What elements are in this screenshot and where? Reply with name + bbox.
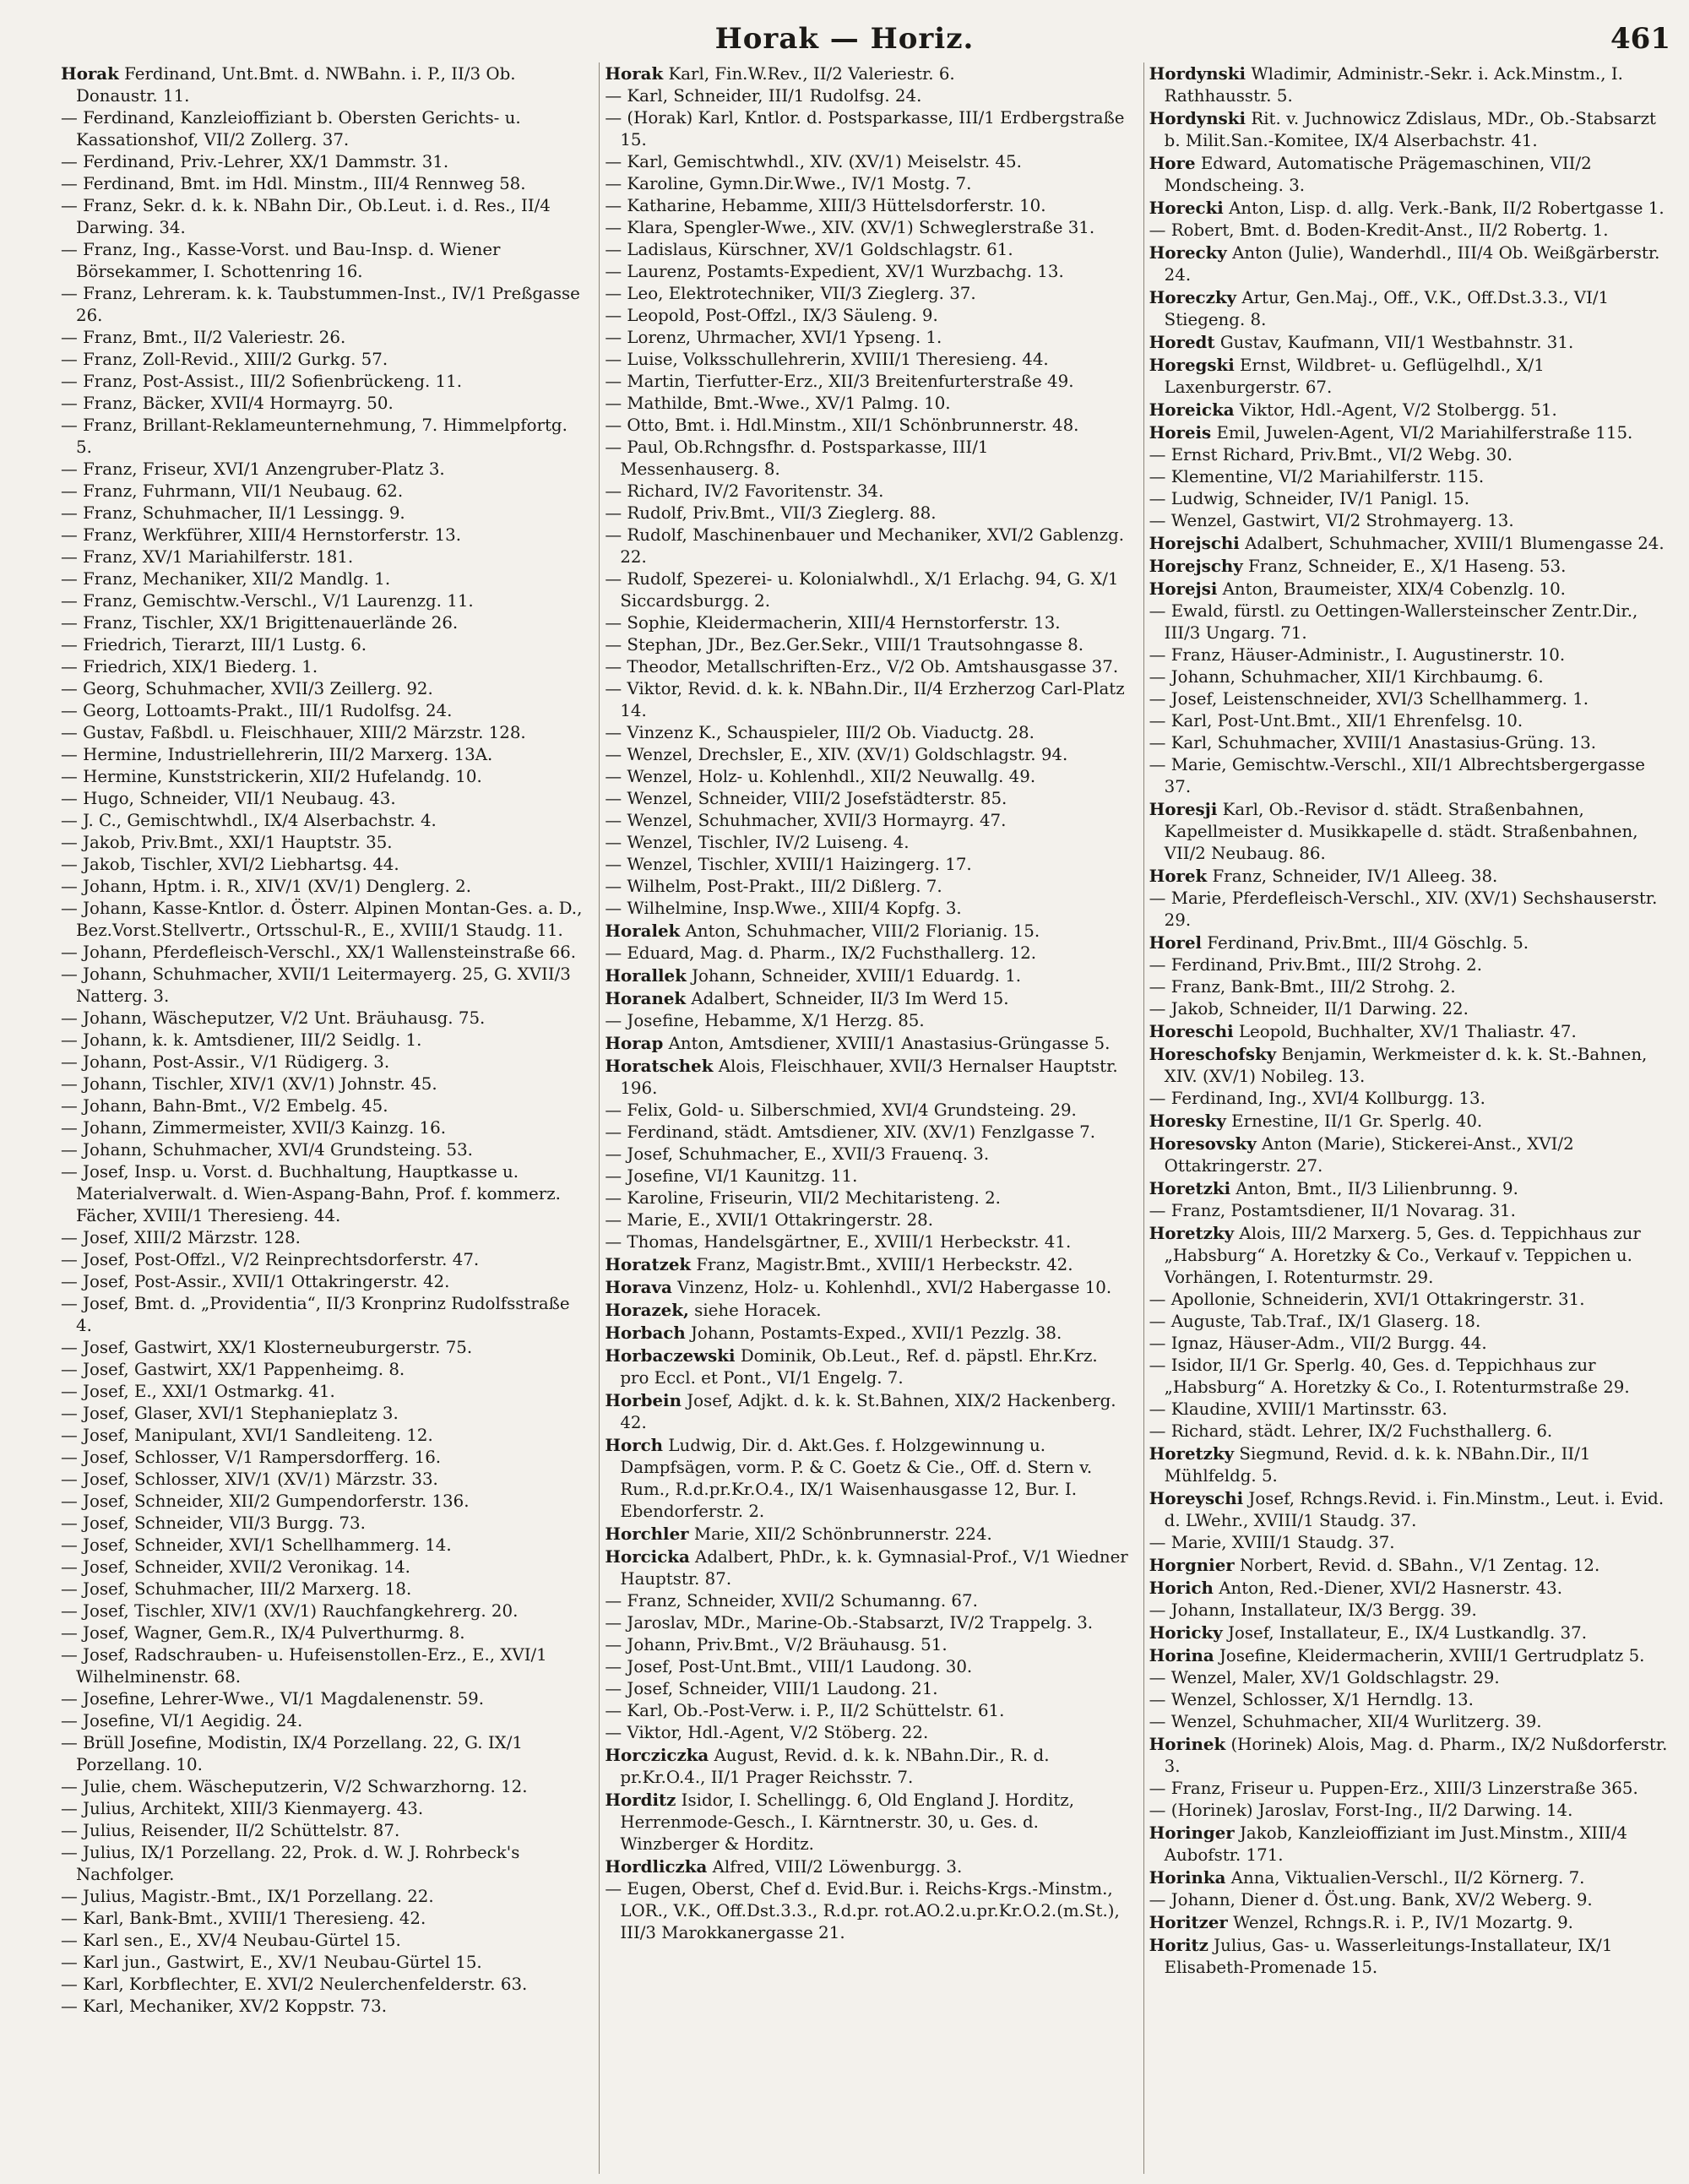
directory-entry: — Viktor, Hdl.-Agent, V/2 Stöberg. 22. (605, 1723, 929, 1742)
directory-entry: Horich Anton, Red.-Diener, XVI/2 Hasnerstr. 43. (1149, 1578, 1563, 1598)
directory-entry: — Franz, Bank-Bmt., III/2 Strohg. 2. (1149, 977, 1456, 997)
directory-entry: — Felix, Gold- u. Silberschmied, XVI/4 Grundsteing. 29. (605, 1100, 1077, 1120)
directory-entry: — Josef, Schneider, XVII/2 Veronikag. 14. (61, 1557, 410, 1577)
directory-entry: — Julie, chem. Wäscheputzerin, V/2 Schwarzhorng. 12. (61, 1777, 528, 1796)
directory-entry: Horesji Karl, Ob.-Revisor d. städt. Straßenbahnen, Kapellmeister d. Musikkapelle d. städt. Straßenbahnen, VII/2 Neubaug. 86. (1149, 799, 1638, 863)
directory-entry: — Johann, Post-Assir., V/1 Rüdigerg. 3. (61, 1052, 390, 1072)
directory-entry: — Laurenz, Postamts-Expedient, XV/1 Wurzbachg. 13. (605, 262, 1064, 281)
directory-entry: Horalek Anton, Schuhmacher, VIII/2 Florianig. 15. (605, 921, 1040, 941)
directory-entry: Horak Karl, Fin.W.Rev., II/2 Valeriestr. 6. (605, 63, 955, 84)
directory-entry: — Otto, Bmt. i. Hdl.Minstm., XII/1 Schönbrunnerstr. 48. (605, 416, 1079, 435)
directory-entry: — Johann, Tischler, XIV/1 (XV/1) Johnstr. 45. (61, 1074, 437, 1094)
directory-entry: Horeschi Leopold, Buchhalter, XV/1 Thaliastr. 47. (1149, 1021, 1577, 1041)
directory-entry: Horinek (Horinek) Alois, Mag. d. Pharm., IX/2 Nußdorferstr. 3. (1149, 1734, 1668, 1776)
directory-entry: Horejschi Adalbert, Schuhmacher, XVIII/1 Blumengasse 24. (1149, 533, 1665, 553)
directory-entry: — Friedrich, Tierarzt, III/1 Lustg. 6. (61, 635, 367, 655)
directory-entry: — Katharine, Hebamme, XIII/3 Hüttelsdorferstr. 10. (605, 196, 1046, 215)
column-middle (599, 62, 1131, 2174)
directory-entry: — Karoline, Gymn.Dir.Wwe., IV/1 Mostg. 7. (605, 174, 972, 193)
directory-entry: Horecki Anton, Lisp. d. allg. Verk.-Bank, II/2 Robertgasse 1. (1149, 198, 1665, 218)
directory-entry: Horinger Jakob, Kanzleioffiziant im Just.Minstm., XIII/4 Aubofstr. 171. (1149, 1823, 1627, 1865)
directory-entry: Horel Ferdinand, Priv.Bmt., III/4 Göschlg. 5. (1149, 932, 1529, 953)
directory-entry: — Jakob, Schneider, II/1 Darwing. 22. (1149, 999, 1469, 1019)
directory-entry: — Auguste, Tab.Traf., IX/1 Glaserg. 18. (1149, 1312, 1481, 1331)
directory-entry: — Josef, Schneider, VII/3 Burgg. 73. (61, 1513, 366, 1533)
page-number: 461 (1610, 22, 1670, 56)
directory-entry: — Karl sen., E., XV/4 Neubau-Gürtel 15. (61, 1931, 401, 1950)
directory-entry: — Ferdinand, Bmt. im Hdl. Minstm., III/4 Rennweg 58. (61, 174, 526, 193)
directory-entry: Horek Franz, Schneider, IV/1 Alleeg. 38. (1149, 866, 1498, 886)
directory-entry: — Brüll Josefine, Modistin, IX/4 Porzellang. 22, G. IX/1 Porzellang. 10. (61, 1733, 523, 1774)
directory-entry: Hordliczka Alfred, VIII/2 Löwenburgg. 3. (605, 1856, 963, 1877)
directory-entry: — Josef, Bmt. d. „Providentia“, II/3 Kronprinz Rudolfsstraße 4. (61, 1294, 570, 1335)
directory-entry: — Franz, Tischler, XX/1 Brigittenauerlände 26. (61, 613, 459, 633)
directory-entry: — Karl jun., Gastwirt, E., XV/1 Neubau-Gürtel 15. (61, 1953, 482, 1972)
page-header (0, 15, 1689, 59)
directory-entry: — Theodor, Metallschriften-Erz., V/2 Ob. Amtshausgasse 37. (605, 657, 1119, 676)
directory-entry: — Georg, Schuhmacher, XVII/3 Zeillerg. 92. (61, 679, 433, 698)
directory-entry: — Josef, Schuhmacher, III/2 Marxerg. 18. (61, 1579, 412, 1599)
directory-entry: — Johann, Bahn-Bmt., V/2 Embelg. 45. (61, 1096, 388, 1116)
directory-entry: Horeicka Viktor, Hdl.-Agent, V/2 Stolbergg. 51. (1149, 399, 1557, 420)
directory-entry: Horcicka Adalbert, PhDr., k. k. Gymnasial-Prof., V/1 Wiedner Hauptstr. 87. (605, 1546, 1128, 1589)
directory-entry: — Karl, Ob.-Post-Verw. i. P., II/2 Schüttelstr. 61. (605, 1701, 1005, 1720)
directory-entry: — Johann, Priv.Bmt., V/2 Bräuhausg. 51. (605, 1635, 948, 1654)
directory-entry: — Johann, Kasse-Kntlor. d. Österr. Alpinen Montan-Ges. a. D., Bez.Vorst.Stellvertr., Ortsschul-R., E., XVIII/1 Staudg. 11. (61, 899, 583, 940)
directory-entry: — Marie, Gemischtw.-Verschl., XII/1 Albrechtsbergergasse 37. (1149, 755, 1645, 796)
directory-entry: Horditz Isidor, I. Schellingg. 6, Old England J. Horditz, Herrenmode-Gesch., I. Kärntnerstr. 30, u. Ges. d. Winzberger & Horditz. (605, 1790, 1074, 1854)
directory-entry: — Marie, Pferdefleisch-Verschl., XIV. (XV/1) Sechshauserstr. 29. (1149, 888, 1658, 930)
directory-entry: — Josef, Schlosser, V/1 Rampersdorfferg. 16. (61, 1448, 442, 1467)
directory-entry: — Ferdinand, Priv.-Lehrer, XX/1 Dammstr. 31. (61, 152, 449, 171)
directory-entry: — Johann, Wäscheputzer, V/2 Unt. Bräuhausg. 75. (61, 1008, 486, 1028)
directory-entry: — Marie, XVIII/1 Staudg. 37. (1149, 1533, 1395, 1552)
directory-entry: — Karl, Korbflechter, E. XVI/2 Neulerchenfelderstr. 63. (61, 1975, 528, 1994)
directory-entry: Hore Edward, Automatische Prägemaschinen, VII/2 Mondscheing. 3. (1149, 153, 1592, 195)
directory-entry: — Josef, Post-Offzl., V/2 Reinprechtsdorferstr. 47. (61, 1250, 480, 1269)
directory-entry: Horeis Emil, Juwelen-Agent, VI/2 Mariahilferstraße 115. (1149, 422, 1633, 443)
directory-entry: — Rudolf, Maschinenbauer und Mechaniker, XVI/2 Gablenzg. 22. (605, 525, 1125, 567)
directory-entry: — Franz, Friseur, XVI/1 Anzengruber-Platz 3. (61, 459, 445, 479)
directory-entry: — Johann, Installateur, IX/3 Bergg. 39. (1149, 1600, 1477, 1620)
directory-entry: — Ferdinand, Ing., XVI/4 Kollburgg. 13. (1149, 1089, 1485, 1108)
directory-entry: — Stephan, JDr., Bez.Ger.Sekr., VIII/1 Trautsohngasse 8. (605, 635, 1084, 655)
directory-entry: — Mathilde, Bmt.-Wwe., XV/1 Palmg. 10. (605, 394, 951, 413)
directory-entry: — Johann, Schuhmacher, XVII/1 Leitermayerg. 25, G. XVII/3 Natterg. 3. (61, 964, 571, 1006)
directory-entry: Horak Ferdinand, Unt.Bmt. d. NWBahn. i. P., II/3 Ob. Donaustr. 11. (61, 63, 516, 106)
directory-entry: — Karl, Post-Unt.Bmt., XII/1 Ehrenfelsg. 10. (1149, 711, 1523, 731)
directory-entry: — Josef, Schneider, XII/2 Gumpendorferstr. 136. (61, 1491, 470, 1511)
directory-entry: — J. C., Gemischtwhdl., IX/4 Alserbachstr. 4. (61, 811, 437, 830)
directory-entry: — Josef, Gastwirt, XX/1 Pappenheimg. 8. (61, 1360, 405, 1379)
directory-entry: — Karoline, Friseurin, VII/2 Mechitaristeng. 2. (605, 1188, 1001, 1208)
directory-entry: Horbaczewski Dominik, Ob.Leut., Ref. d. päpstl. Ehr.Krz. pro Eccl. et Pont., VI/1 Engelg. 7. (605, 1345, 1098, 1388)
directory-entry: — Wilhelm, Post-Prakt., III/2 Dißlerg. 7. (605, 877, 942, 896)
directory-entry: — Vinzenz K., Schauspieler, III/2 Ob. Viaductg. 28. (605, 723, 1035, 742)
directory-entry: Horazek, siehe Horacek. (605, 1300, 822, 1320)
directory-entry: Horesky Ernestine, II/1 Gr. Sperlg. 40. (1149, 1111, 1483, 1131)
directory-entry: — Franz, Bmt., II/2 Valeriestr. 26. (61, 328, 346, 347)
page-title: Horak — Horiz. (714, 22, 975, 56)
directory-columns (61, 62, 1675, 2174)
directory-entry: Horeczky Artur, Gen.Maj., Off., V.K., Off.Dst.3.3., VI/1 Stiegeng. 8. (1149, 287, 1610, 329)
directory-entry: Horeschofsky Benjamin, Werkmeister d. k. k. St.-Bahnen, XIV. (XV/1) Nobileg. 13. (1149, 1044, 1648, 1086)
directory-entry: — Jakob, Priv.Bmt., XXI/1 Hauptstr. 35. (61, 833, 393, 852)
directory-entry: — Klaudine, XVIII/1 Martinsstr. 63. (1149, 1399, 1447, 1419)
directory-entry: — Marie, E., XVII/1 Ottakringerstr. 28. (605, 1210, 934, 1230)
directory-entry: Horcziczka August, Revid. d. k. k. NBahn.Dir., R. d. pr.Kr.O.4., II/1 Prager Reichsstr. 7. (605, 1745, 1050, 1787)
directory-entry: — (Horinek) Jaroslav, Forst-Ing., II/2 Darwing. 14. (1149, 1801, 1573, 1820)
directory-entry: — Karl, Schuhmacher, XVIII/1 Anastasius-Grüng. 13. (1149, 733, 1596, 752)
directory-entry: — Wilhelmine, Insp.Wwe., XIII/4 Kopfg. 3. (605, 899, 962, 918)
directory-entry: — Josefine, VI/1 Aegidig. 24. (61, 1711, 303, 1730)
directory-entry: Horatschek Alois, Fleischhauer, XVII/3 Hernalser Hauptstr. 196. (605, 1056, 1118, 1098)
directory-entry: Horinka Anna, Viktualien-Verschl., II/2 Körnerg. 7. (1149, 1867, 1585, 1888)
directory-entry: — Josefine, Lehrer-Wwe., VI/1 Magdalenenstr. 59. (61, 1689, 485, 1709)
directory-entry: — Franz, Schuhmacher, II/1 Lessingg. 9. (61, 503, 405, 523)
directory-entry: Horina Josefine, Kleidermacherin, XVIII/1 Gertrudplatz 5. (1149, 1645, 1645, 1665)
directory-entry: — Luise, Volksschullehrerin, XVIII/1 Theresieng. 44. (605, 350, 1049, 369)
directory-entry: — Apollonie, Schneiderin, XVI/1 Ottakringerstr. 31. (1149, 1290, 1585, 1309)
directory-entry: — Julius, IX/1 Porzellang. 22, Prok. d. W. J. Rohrbeck's Nachfolger. (61, 1843, 520, 1884)
directory-entry: — Franz, Sekr. d. k. k. NBahn Dir., Ob.Leut. i. d. Res., II/4 Darwing. 34. (61, 196, 551, 237)
directory-entry: — Rudolf, Spezerei- u. Kolonialwhdl., X/1 Erlachg. 94, G. X/1 Siccardsburgg. 2. (605, 569, 1119, 611)
directory-entry: Horeyschi Josef, Rchngs.Revid. i. Fin.Minstm., Leut. i. Evid. d. LWehr., XVIII/1 Staudg. 37. (1149, 1488, 1665, 1530)
directory-entry: — Leo, Elektrotechniker, VII/3 Zieglerg. 37. (605, 284, 976, 303)
directory-entry: — Josef, Wagner, Gem.R., IX/4 Pulverthurmg. 8. (61, 1623, 465, 1643)
directory-entry: Horecky Anton (Julie), Wanderhdl., III/4 Ob. Weißgärberstr. 24. (1149, 242, 1660, 285)
directory-entry: Horbein Josef, Adjkt. d. k. k. St.Bahnen, XIX/2 Hackenberg. 42. (605, 1390, 1116, 1432)
directory-entry: — Josef, Schneider, XVI/1 Schellhammerg. 14. (61, 1535, 452, 1555)
directory-entry: — Franz, Gemischtw.-Verschl., V/1 Laurenzg. 11. (61, 591, 474, 611)
directory-entry: — Robert, Bmt. d. Boden-Kredit-Anst., II/2 Robertg. 1. (1149, 220, 1609, 240)
directory-entry: — Josef, Manipulant, XVI/1 Sandleiteng. 12. (61, 1426, 433, 1445)
directory-entry: — Karl, Schneider, III/1 Rudolfsg. 24. (605, 86, 922, 106)
directory-entry: — Thomas, Handelsgärtner, E., XVIII/1 Herbeckstr. 41. (605, 1232, 1072, 1252)
directory-entry: — Franz, Postamtsdiener, II/1 Novarag. 31. (1149, 1201, 1516, 1220)
directory-entry: — Josef, Radschrauben- u. Hufeisenstollen-Erz., E., XVI/1 Wilhelminenstr. 68. (61, 1645, 547, 1687)
directory-entry: Horch Ludwig, Dir. d. Akt.Ges. f. Holzgewinnung u. Dampfsägen, vorm. P. & C. Goetz & Cie., Off. d. Stern v. Rum., R.d.pr.Kr.O.4., IX/1 Waisenhausgasse 12, Bur. I. Ebendorferstr. 2. (605, 1435, 1093, 1521)
directory-entry: Horatzek Franz, Magistr.Bmt., XVIII/1 Herbeckstr. 42. (605, 1254, 1073, 1274)
directory-entry: — Josef, E., XXI/1 Ostmarkg. 41. (61, 1382, 335, 1401)
directory-entry: — Martin, Tierfutter-Erz., XII/3 Breitenfurterstraße 49. (605, 372, 1074, 391)
directory-entry: — Klara, Spengler-Wwe., XIV. (XV/1) Schweglerstraße 31. (605, 218, 1095, 237)
directory-entry: — Johann, Hptm. i. R., XIV/1 (XV/1) Denglerg. 2. (61, 877, 471, 896)
directory-entry: Horap Anton, Amtsdiener, XVIII/1 Anastasius-Grüngasse 5. (605, 1033, 1111, 1053)
directory-entry: — Gustav, Faßbdl. u. Fleischhauer, XIII/2 Märzstr. 128. (61, 723, 526, 742)
directory-entry: Horicky Josef, Installateur, E., IX/4 Lustkandlg. 37. (1149, 1622, 1587, 1643)
directory-entry: — Franz, Bäcker, XVII/4 Hormayrg. 50. (61, 394, 394, 413)
directory-entry: — Julius, Magistr.-Bmt., IX/1 Porzellang. 22. (61, 1887, 434, 1906)
directory-entry: — Josef, Schneider, VIII/1 Laudong. 21. (605, 1679, 938, 1698)
directory-entry: — Julius, Reisender, II/2 Schüttelstr. 87. (61, 1821, 400, 1840)
directory-entry: — Klementine, VI/2 Mariahilferstr. 115. (1149, 467, 1485, 486)
directory-entry: — Eugen, Oberst, Chef d. Evid.Bur. i. Reichs-Krgs.-Minstm., LOR., V.K., Off.Dst.3.3., R.d.pr. rot.AO.2.u.pr.Kr.O.2.(m.St.), III/3 Marokkanergasse 21. (605, 1879, 1120, 1942)
directory-entry: — Franz, Post-Assist., III/2 Sofienbrückeng. 11. (61, 372, 463, 391)
directory-entry: Horetzky Alois, III/2 Marxerg. 5, Ges. d. Teppichhaus zur „Habsburg“ A. Horetzky & Co., Verkauf v. Teppichen u. Vorhängen, I. Rotenturmstr. 29. (1149, 1223, 1641, 1287)
directory-entry: — Wenzel, Holz- u. Kohlenhdl., XII/2 Neuwallg. 49. (605, 767, 1036, 786)
directory-entry: Horetzki Anton, Bmt., II/3 Lilienbrunng. 9. (1149, 1178, 1518, 1198)
directory-entry: — Ignaz, Häuser-Adm., VII/2 Burgg. 44. (1149, 1334, 1487, 1353)
directory-entry: — Wenzel, Drechsler, E., XIV. (XV/1) Goldschlagstr. 94. (605, 745, 1068, 764)
directory-entry: — Johann, Diener d. Öst.ung. Bank, XV/2 Weberg. 9. (1149, 1890, 1593, 1910)
directory-entry: — Johann, Zimmermeister, XVII/3 Kainzg. 16. (61, 1118, 446, 1138)
directory-entry: — Franz, Häuser-Administr., I. Augustinerstr. 10. (1149, 645, 1566, 665)
directory-entry: — Richard, IV/2 Favoritenstr. 34. (605, 481, 884, 501)
directory-entry: — Ludwig, Schneider, IV/1 Panigl. 15. (1149, 489, 1470, 508)
directory-entry: — Karl, Bank-Bmt., XVIII/1 Theresieng. 42. (61, 1909, 426, 1928)
directory-entry: — Wenzel, Tischler, XVIII/1 Haizingerg. 17. (605, 855, 972, 874)
directory-entry: — Hermine, Kunststrickerin, XII/2 Hufelandg. 10. (61, 767, 482, 786)
directory-entry: — Franz, Brillant-Reklameunternehmung, 7. Himmelpfortg. 5. (61, 416, 568, 457)
directory-entry: — Eduard, Mag. d. Pharm., IX/2 Fuchsthallerg. 12. (605, 943, 1037, 963)
directory-entry: — Josef, XIII/2 Märzstr. 128. (61, 1228, 301, 1247)
directory-entry: — Josef, Tischler, XIV/1 (XV/1) Rauchfangkehrerg. 20. (61, 1601, 519, 1621)
directory-entry: — Josef, Schlosser, XIV/1 (XV/1) Märzstr. 33. (61, 1470, 438, 1489)
directory-entry: Horitzer Wenzel, Rchngs.R. i. P., IV/1 Mozartg. 9. (1149, 1912, 1573, 1932)
directory-entry: — Wenzel, Schneider, VIII/2 Josefstädterstr. 85. (605, 789, 1007, 808)
directory-entry: — Richard, städt. Lehrer, IX/2 Fuchsthallerg. 6. (1149, 1421, 1553, 1441)
directory-entry: — Wenzel, Gastwirt, VI/2 Strohmayerg. 13. (1149, 511, 1514, 530)
directory-entry: — Karl, Gemischtwhdl., XIV. (XV/1) Meiselstr. 45. (605, 152, 1022, 171)
directory-entry: — Franz, Mechaniker, XII/2 Mandlg. 1. (61, 569, 391, 589)
directory-entry: — Josef, Post-Assir., XVII/1 Ottakringerstr. 42. (61, 1272, 450, 1291)
directory-entry: — Hermine, Industriellehrerin, III/2 Marxerg. 13A. (61, 745, 493, 764)
directory-entry: — Ewald, fürstl. zu Oettingen-Wallersteinscher Zentr.Dir., III/3 Ungarg. 71. (1149, 601, 1638, 643)
directory-entry: Horegski Ernst, Wildbret- u. Geflügelhdl., X/1 Laxenburgerstr. 67. (1149, 355, 1545, 397)
directory-entry: — Wenzel, Tischler, IV/2 Luiseng. 4. (605, 833, 910, 852)
directory-entry: — Ladislaus, Kürschner, XV/1 Goldschlagstr. 61. (605, 240, 1013, 259)
directory-entry: — Jaroslav, MDr., Marine-Ob.-Stabsarzt, IV/2 Trappelg. 3. (605, 1613, 1094, 1633)
directory-entry: Horejsi Anton, Braumeister, XIX/4 Cobenzlg. 10. (1149, 579, 1566, 599)
directory-entry: — Ferdinand, Kanzleioffiziant b. Obersten Gerichts- u. Kassationshof, VII/2 Zollerg. 37. (61, 108, 521, 149)
directory-entry: — Josef, Glaser, XVI/1 Stephanieplatz 3. (61, 1404, 399, 1423)
directory-entry: — Isidor, II/1 Gr. Sperlg. 40, Ges. d. Teppichhaus zur „Habsburg“ A. Horetzky & Co., I. Rotenturmstraße 29. (1149, 1355, 1630, 1397)
directory-entry: — Georg, Lottoamts-Prakt., III/1 Rudolfsg. 24. (61, 701, 453, 720)
directory-entry: — Ferdinand, städt. Amtsdiener, XIV. (XV/1) Fenzlgasse 7. (605, 1122, 1096, 1142)
directory-entry: Horava Vinzenz, Holz- u. Kohlenhdl., XVI/2 Habergasse 10. (605, 1277, 1112, 1297)
directory-entry: — Josefine, VI/1 Kaunitzg. 11. (605, 1166, 858, 1186)
directory-entry: — Wenzel, Schuhmacher, XVII/3 Hormayrg. 47. (605, 811, 1007, 830)
directory-entry: — Leopold, Post-Offzl., IX/3 Säuleng. 9. (605, 306, 938, 325)
directory-entry: — Paul, Ob.Rchngsfhr. d. Postsparkasse, III/1 Messenhauserg. 8. (605, 437, 989, 479)
directory-entry: — Karl, Mechaniker, XV/2 Koppstr. 73. (61, 1997, 387, 2016)
directory-entry: — Johann, Schuhmacher, XVI/4 Grundsteing. 53. (61, 1140, 473, 1160)
directory-entry: — Franz, Zoll-Revid., XIII/2 Gurkg. 57. (61, 350, 388, 369)
directory-entry: — Lorenz, Uhrmacher, XVI/1 Ypseng. 1. (605, 328, 942, 347)
directory-entry: Horetzky Siegmund, Revid. d. k. k. NBahn.Dir., II/1 Mühlfeldg. 5. (1149, 1443, 1591, 1486)
directory-entry: — Franz, Lehreram. k. k. Taubstummen-Inst., IV/1 Preßgasse 26. (61, 284, 580, 325)
column-left (61, 62, 587, 2174)
directory-entry: — Friedrich, XIX/1 Biederg. 1. (61, 657, 318, 676)
directory-entry: — Franz, Fuhrmann, VII/1 Neubaug. 62. (61, 481, 404, 501)
directory-entry: Horallek Johann, Schneider, XVIII/1 Eduardg. 1. (605, 965, 1022, 986)
directory-entry: Horejschy Franz, Schneider, E., X/1 Haseng. 53. (1149, 556, 1567, 576)
directory-entry: — Johann, k. k. Amtsdiener, III/2 Seidlg. 1. (61, 1030, 422, 1050)
directory-entry: — Franz, Werkführer, XIII/4 Hernstorferstr. 13. (61, 525, 462, 545)
directory-entry: Horgnier Norbert, Revid. d. SBahn., V/1 Zentag. 12. (1149, 1555, 1600, 1575)
directory-entry: Horitz Julius, Gas- u. Wasserleitungs-Installateur, IX/1 Elisabeth-Promenade 15. (1149, 1935, 1613, 1977)
directory-entry: Hordynski Rit. v. Juchnowicz Zdislaus, MDr., Ob.-Stabsarzt b. Milit.San.-Komitee, IX/4 Alserbachstr. 41. (1149, 108, 1656, 150)
directory-entry: — Rudolf, Priv.Bmt., VII/3 Zieglerg. 88. (605, 503, 937, 523)
directory-entry: — Viktor, Revid. d. k. k. NBahn.Dir., II/4 Erzherzog Carl-Platz 14. (605, 679, 1125, 720)
directory-entry: Horedt Gustav, Kaufmann, VII/1 Westbahnstr. 31. (1149, 332, 1574, 352)
directory-entry: — Josef, Schuhmacher, E., XVII/3 Frauenq. 3. (605, 1144, 990, 1164)
column-right (1143, 62, 1675, 2174)
directory-entry: — Josef, Gastwirt, XX/1 Klosterneuburgerstr. 75. (61, 1338, 473, 1357)
directory-entry: — (Horak) Karl, Kntlor. d. Postsparkasse, III/1 Erdbergstraße 15. (605, 108, 1125, 149)
directory-entry: — Jakob, Tischler, XVI/2 Liebhartsg. 44. (61, 855, 399, 874)
directory-entry: — Ernst Richard, Priv.Bmt., VI/2 Webg. 30. (1149, 445, 1513, 465)
directory-entry: — Ferdinand, Priv.Bmt., III/2 Strohg. 2. (1149, 955, 1483, 975)
directory-entry: Horesovsky Anton (Marie), Stickerei-Anst., XVI/2 Ottakringerstr. 27. (1149, 1133, 1574, 1176)
directory-entry: — Franz, Ing., Kasse-Vorst. und Bau-Insp. d. Wiener Börsekammer, I. Schottenring 16. (61, 240, 501, 281)
directory-entry: Horchler Marie, XII/2 Schönbrunnerstr. 224. (605, 1524, 992, 1544)
directory-entry: — Josefine, Hebamme, X/1 Herzg. 85. (605, 1011, 925, 1030)
directory-entry: — Hugo, Schneider, VII/1 Neubaug. 43. (61, 789, 396, 808)
directory-entry: — Sophie, Kleidermacherin, XIII/4 Hernstorferstr. 13. (605, 613, 1061, 633)
directory-entry: — Franz, Schneider, XVII/2 Schumanng. 67. (605, 1591, 978, 1611)
directory-entry: — Wenzel, Schlosser, X/1 Herndlg. 13. (1149, 1690, 1474, 1709)
directory-entry: — Julius, Architekt, XIII/3 Kienmayerg. 43. (61, 1799, 424, 1818)
directory-entry: — Josef, Insp. u. Vorst. d. Buchhaltung, Hauptkasse u. Materialverwalt. d. Wien-Aspang-Bahn, Prof. f. kommerz. Fächer, XVIII/1 Theresieng. 44. (61, 1162, 561, 1225)
directory-entry: — Johann, Schuhmacher, XII/1 Kirchbaumg. 6. (1149, 667, 1544, 687)
directory-entry: — Franz, Friseur u. Puppen-Erz., XIII/3 Linzerstraße 365. (1149, 1779, 1638, 1798)
directory-entry: — Franz, XV/1 Mariahilferstr. 181. (61, 547, 354, 567)
directory-entry: — Wenzel, Maler, XV/1 Goldschlagstr. 29. (1149, 1668, 1500, 1687)
directory-entry: — Josef, Post-Unt.Bmt., VIII/1 Laudong. 30. (605, 1657, 973, 1676)
directory-entry: — Josef, Leistenschneider, XVI/3 Schellhammerg. 1. (1149, 689, 1589, 709)
directory-entry: Hordynski Wladimir, Administr.-Sekr. i. Ack.Minstm., I. Rathhausstr. 5. (1149, 63, 1623, 106)
directory-entry: Horanek Adalbert, Schneider, II/3 Im Werd 15. (605, 988, 1009, 1008)
directory-entry: Horbach Johann, Postamts-Exped., XVII/1 Pezzlg. 38. (605, 1323, 1062, 1343)
directory-entry: — Johann, Pferdefleisch-Verschl., XX/1 Wallensteinstraße 66. (61, 943, 576, 962)
directory-entry: — Wenzel, Schuhmacher, XII/4 Wurlitzerg. 39. (1149, 1712, 1542, 1731)
